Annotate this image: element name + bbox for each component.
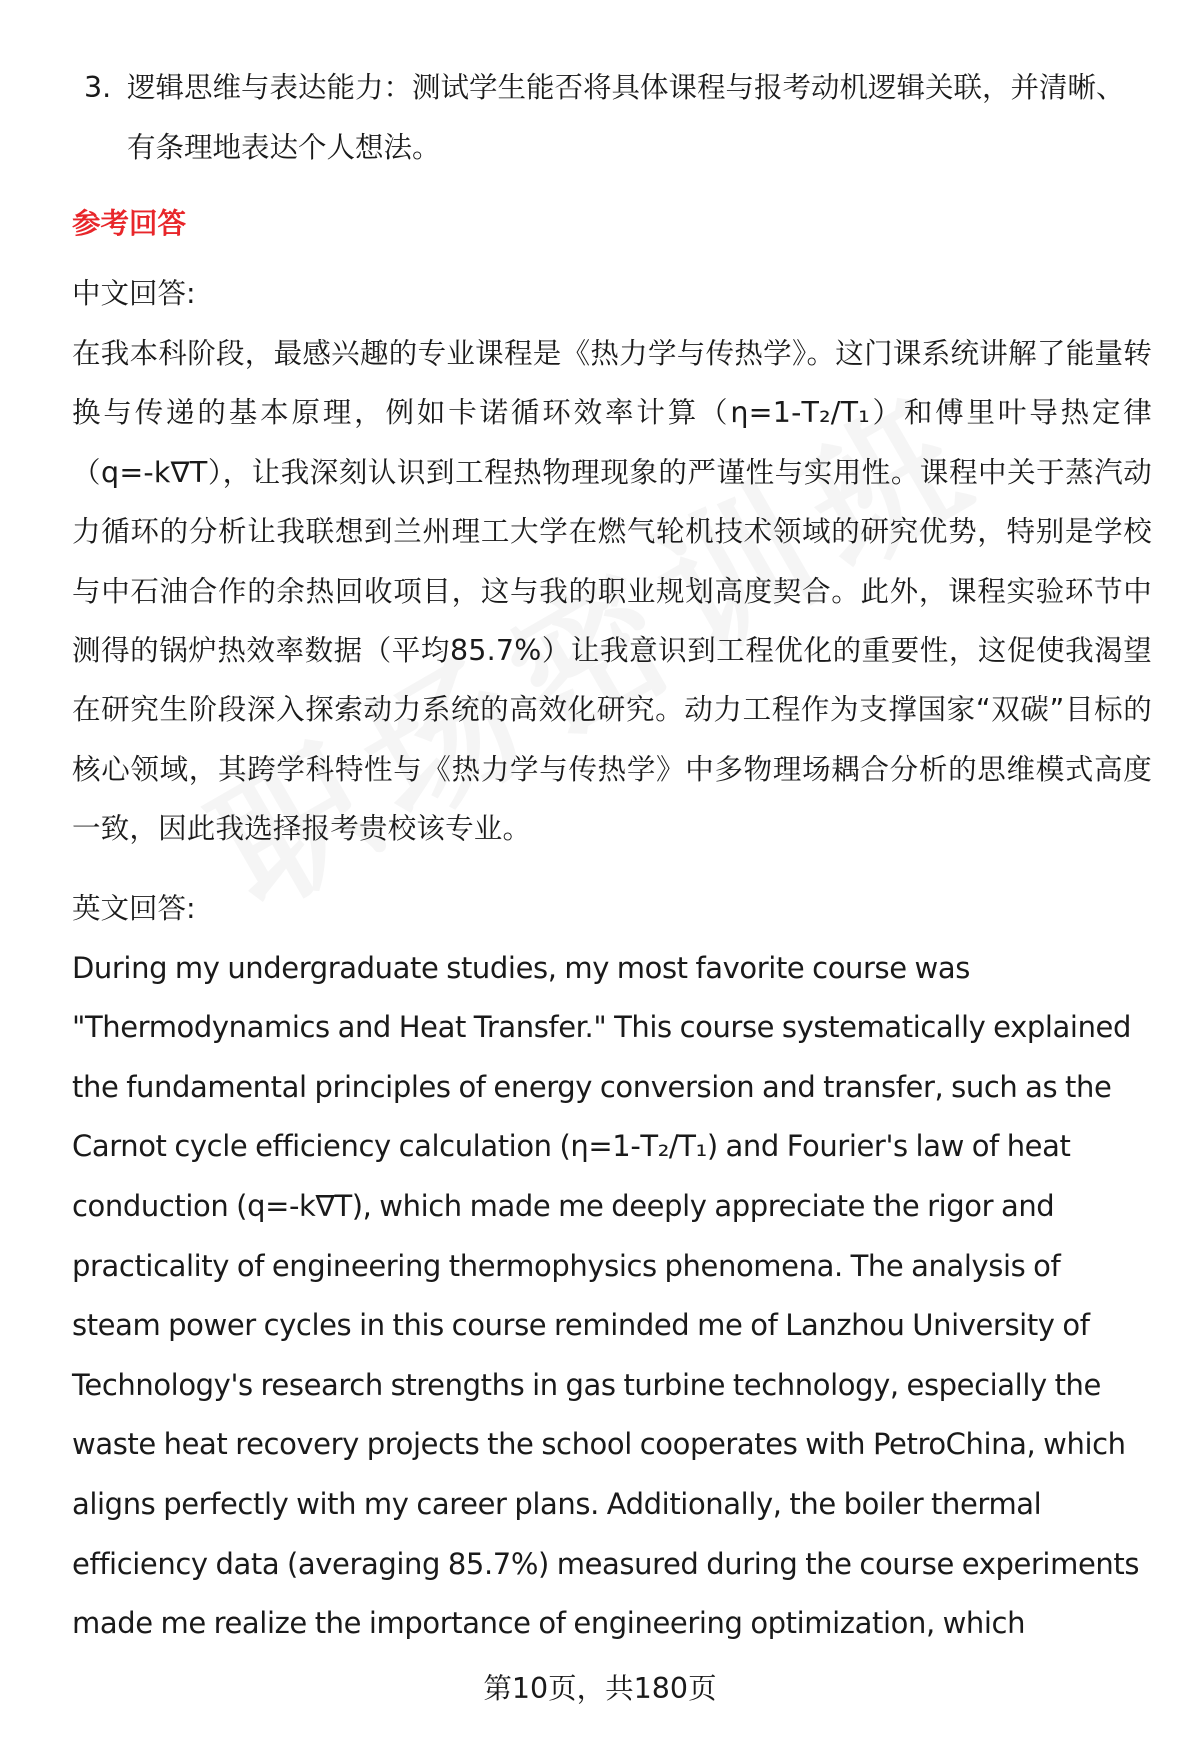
english-answer-text bbox=[72, 939, 1152, 1654]
page-footer: 第10页，共180页 bbox=[483, 1672, 717, 1705]
english-line: aligns perfectly with my career plans. Additionally, the boiler thermal bbox=[72, 1487, 1042, 1521]
document-page bbox=[72, 58, 1152, 1654]
list-item-3 bbox=[72, 58, 1152, 178]
english-line: practicality of engineering thermophysics phenomena. The analysis of bbox=[72, 1248, 1061, 1283]
english-line: efficiency data (averaging 85.7%) measured during the course experiments bbox=[72, 1546, 1140, 1581]
list-item-number: 3. bbox=[84, 71, 112, 104]
chinese-answer-text: 在我本科阶段，最感兴趣的专业课程是《热力学与传热学》。这门课系统讲解了能量转换与传递的基本原理，例如卡诺循环效率计算（η=1-T₂/T₁）和傅里叶导热定律（q=-k∇T），让我深刻认识到工程热物理现象的严谨性与实用性。课程中关于蒸汽动力循环的分析让我联想到兰州理工大学在燃气轮机技术领域的研究优势，特别是学校与中石油合作的余热回收项目，这与我的职业规划高度契合。此外，课程实验环节中测得的锅炉热效率数据（平均85.7%）让我意识到工程优化的重要性，这促使我渴望在研究生阶段深入探索动力系统的高效化研究。动力工程作为支撑国家“双碳”目标的核心领域，其跨学科特性与《热力学与传热学》中多物理场耦合分析的思维模式高度一致，因此我选择报考贵校该专业。 bbox=[72, 337, 1152, 846]
english-line: Technology's research strengths in gas turbine technology, especially the bbox=[72, 1367, 1101, 1402]
english-line: During my undergraduate studies, my most favorite course was bbox=[72, 950, 970, 985]
english-line: made me realize the importance of engineering optimization, which bbox=[72, 1606, 1026, 1641]
list-item-text: 逻辑思维与表达能力：测试学生能否将具体课程与报考动机逻辑关联，并清晰、有条理地表达个人想法。 bbox=[127, 71, 1125, 164]
english-answer-label: 英文回答: bbox=[72, 891, 196, 925]
english-line: steam power cycles in this course reminded me of Lanzhou University of bbox=[72, 1308, 1090, 1343]
chinese-answer-label: 中文回答: bbox=[72, 277, 196, 310]
english-line: waste heat recovery projects the school cooperates with PetroChina, which bbox=[72, 1427, 1126, 1462]
english-line: "Thermodynamics and Heat Transfer." This course systematically explained bbox=[72, 1010, 1131, 1045]
english-line: the fundamental principles of energy conversion and transfer, such as the bbox=[72, 1069, 1112, 1104]
english-line: Carnot cycle efficiency calculation (η=1-T₂/T₁) and Fourier's law of heat bbox=[72, 1129, 1071, 1164]
section-title: 参考回答 bbox=[72, 207, 187, 240]
english-line: conduction (q=-k∇T), which made me deeply appreciate the rigor and bbox=[72, 1189, 1055, 1224]
